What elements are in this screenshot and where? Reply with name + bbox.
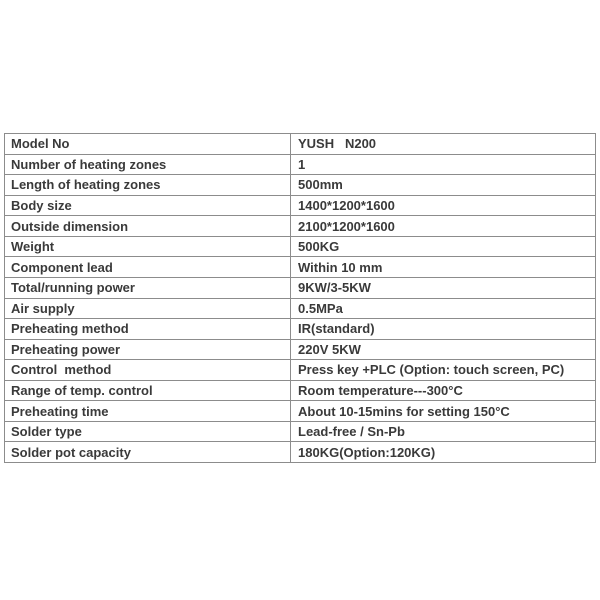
spec-label-cell: Outside dimension — [5, 216, 291, 237]
table-row — [5, 380, 596, 401]
table-row — [5, 401, 596, 422]
spec-value-cell: 1400*1200*1600 — [291, 195, 596, 216]
table-row — [5, 175, 596, 196]
spec-value-cell: 1 — [291, 154, 596, 175]
spec-value-cell: 500mm — [291, 175, 596, 196]
spec-label-cell: Model No — [5, 134, 291, 155]
spec-table — [4, 133, 596, 463]
spec-value-cell: YUSH N200 — [291, 134, 596, 155]
spec-label-cell: Component lead — [5, 257, 291, 278]
spec-value-cell: 220V 5KW — [291, 339, 596, 360]
spec-value-cell: 9KW/3-5KW — [291, 277, 596, 298]
spec-value-cell: Room temperature---300°C — [291, 380, 596, 401]
spec-value-cell: About 10-15mins for setting 150°C — [291, 401, 596, 422]
spec-value-cell: 500KG — [291, 236, 596, 257]
table-row — [5, 236, 596, 257]
spec-value-cell: 180KG(Option:120KG) — [291, 442, 596, 463]
table-row — [5, 421, 596, 442]
spec-label-cell: Preheating method — [5, 319, 291, 340]
spec-value-cell: 2100*1200*1600 — [291, 216, 596, 237]
spec-value-cell: Within 10 mm — [291, 257, 596, 278]
table-row — [5, 442, 596, 463]
table-row — [5, 257, 596, 278]
spec-label-cell: Weight — [5, 236, 291, 257]
table-row — [5, 195, 596, 216]
table-row — [5, 319, 596, 340]
spec-label-cell: Preheating time — [5, 401, 291, 422]
spec-value-cell: Lead-free / Sn-Pb — [291, 421, 596, 442]
table-row — [5, 216, 596, 237]
spec-table-body — [5, 134, 596, 463]
table-row — [5, 277, 596, 298]
spec-value-cell: 0.5MPa — [291, 298, 596, 319]
spec-label-cell: Solder type — [5, 421, 291, 442]
spec-label-cell: Air supply — [5, 298, 291, 319]
table-row — [5, 134, 596, 155]
spec-label-cell: Solder pot capacity — [5, 442, 291, 463]
spec-label-cell: Total/running power — [5, 277, 291, 298]
table-row — [5, 298, 596, 319]
spec-label-cell: Number of heating zones — [5, 154, 291, 175]
spec-label-cell: Range of temp. control — [5, 380, 291, 401]
spec-label-cell: Control method — [5, 360, 291, 381]
table-row — [5, 339, 596, 360]
spec-label-cell: Preheating power — [5, 339, 291, 360]
table-row — [5, 360, 596, 381]
spec-value-cell: Press key +PLC (Option: touch screen, PC) — [291, 360, 596, 381]
spec-value-cell: IR(standard) — [291, 319, 596, 340]
spec-label-cell: Length of heating zones — [5, 175, 291, 196]
table-row — [5, 154, 596, 175]
spec-label-cell: Body size — [5, 195, 291, 216]
